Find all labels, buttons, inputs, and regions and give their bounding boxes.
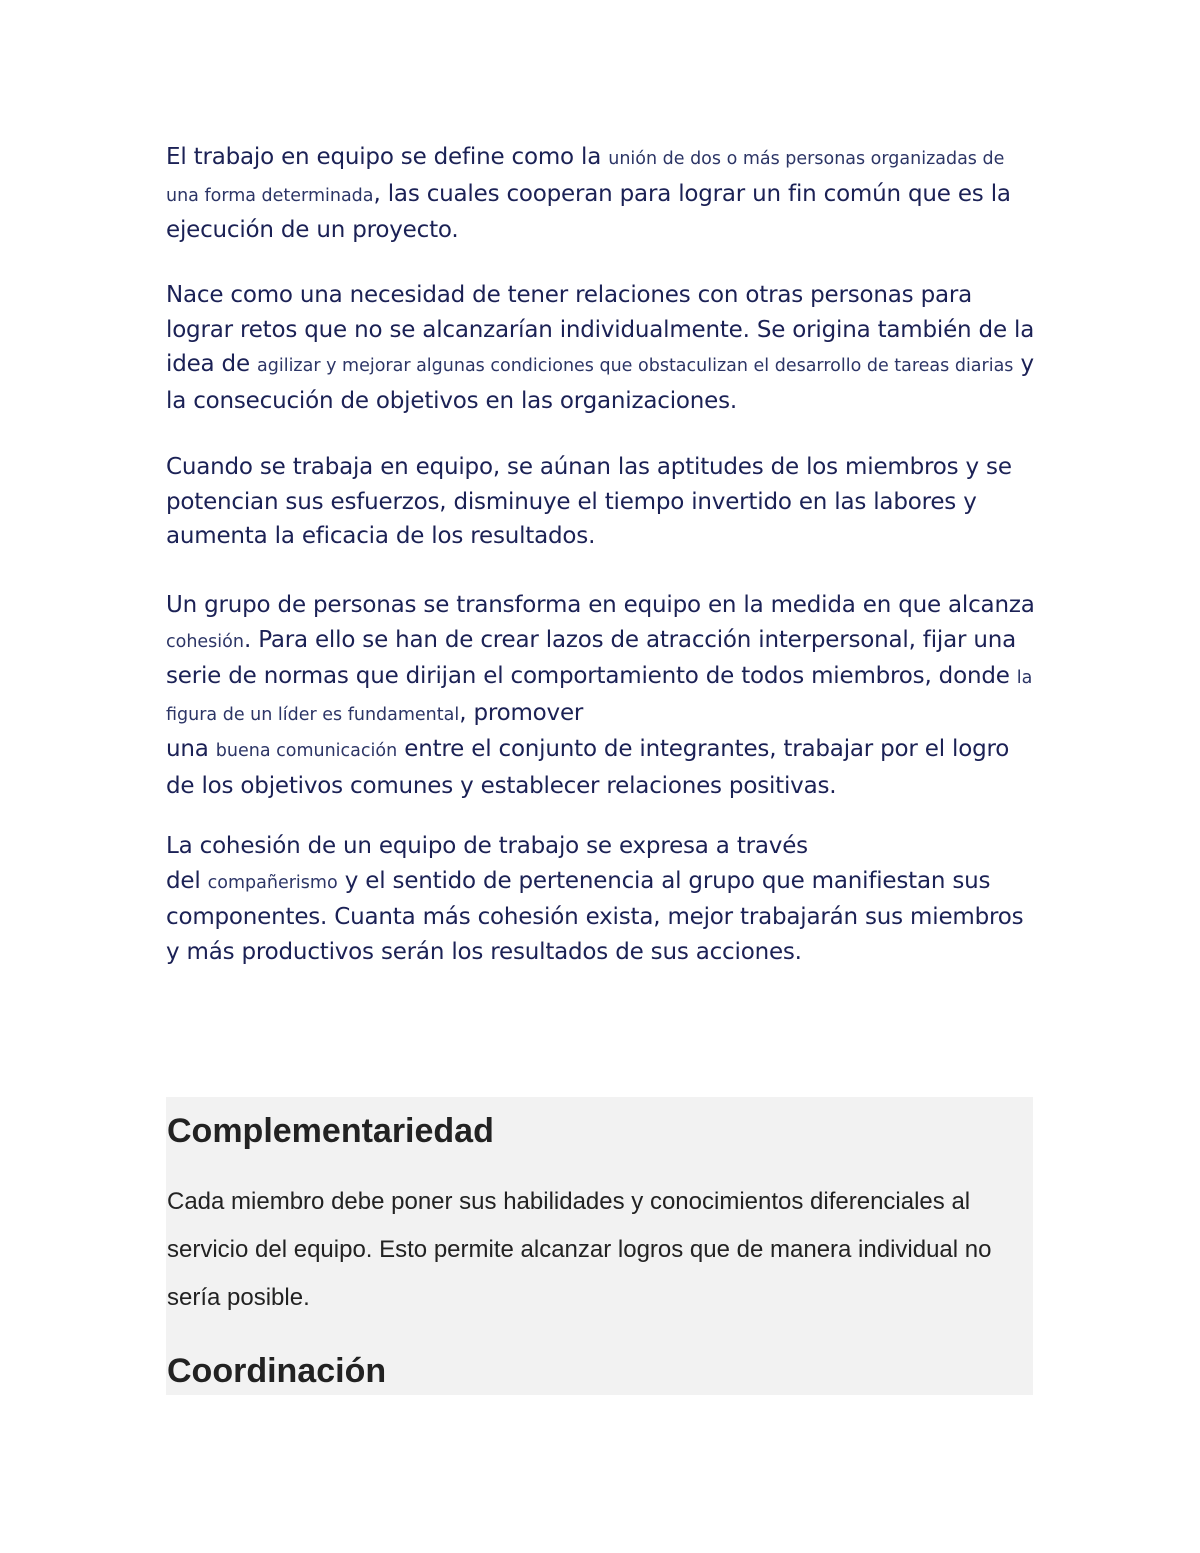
paragraph-companionship — [166, 829, 1036, 969]
text-run: El trabajo en equipo se define como la — [166, 144, 609, 170]
text-run: y la consecución de objetivos en las organizaciones. — [166, 351, 1034, 414]
text-run: Un grupo de personas se transforma en equipo en la medida en que alcanza — [166, 592, 1035, 618]
text-run: y el sentido de pertenencia al grupo que manifiestan sus componentes. Cuanta más cohesión exista, mejor trabajarán sus miembros y más productivos serán los resultados de sus acciones. — [166, 867, 1024, 965]
text-run-light: agilizar y mejorar algunas condiciones que obstaculizan el desarrollo de tareas diarias — [257, 356, 1014, 376]
text-run: Nace como una necesidad de tener relaciones con otras personas para lograr retos que no se alcanzarían individualmente. Se origina también de la idea de — [166, 282, 1035, 377]
text-run: del — [166, 867, 208, 894]
paragraph-cohesion — [166, 588, 1036, 803]
section-heading-coordinacion: Coordinación — [167, 1352, 387, 1390]
text-run: , las cuales cooperan para lograr un fin común que es la ejecución de un proyecto. — [166, 180, 1011, 243]
text-run: entre el conjunto de integrantes, trabajar por el logro de los objetivos comunes y establecer relaciones positivas. — [166, 736, 1010, 799]
paragraph-origin — [166, 278, 1036, 418]
section-body-complementariedad: Cada miembro debe poner sus habilidades y conocimientos diferenciales al servicio del equipo. Esto permite alcanzar logros que de manera individual no sería posible. — [167, 1188, 992, 1311]
section-heading-complementariedad: Complementariedad — [167, 1112, 494, 1150]
text-run-light: cohesión — [166, 631, 244, 652]
text-run: una — [166, 736, 216, 762]
text-run: Cuando se trabaja en equipo, se aúnan las aptitudes de los miembros y se potencian sus esfuerzos, disminuye el tiempo invertido en las labores y aumenta la eficacia de los resultados. — [166, 454, 1012, 549]
paragraph-benefits — [166, 450, 1036, 554]
paragraph-definition — [166, 140, 1036, 248]
text-run-light: compañerismo — [207, 872, 338, 893]
text-run-light: unión de dos o más personas organizadas de una forma determinada — [166, 149, 1005, 206]
text-run-light: buena comunicación — [215, 741, 398, 761]
text-run: , promover — [459, 699, 584, 726]
text-run: La cohesión de un equipo de trabajo se expresa a través — [166, 833, 808, 859]
text-run-light: la figura de un líder es fundamental — [166, 668, 1033, 725]
text-run: . Para ello se han de crear lazos de atracción interpersonal, fijar una serie de normas que dirijan el comportamiento de todos miembros, donde — [166, 626, 1017, 689]
